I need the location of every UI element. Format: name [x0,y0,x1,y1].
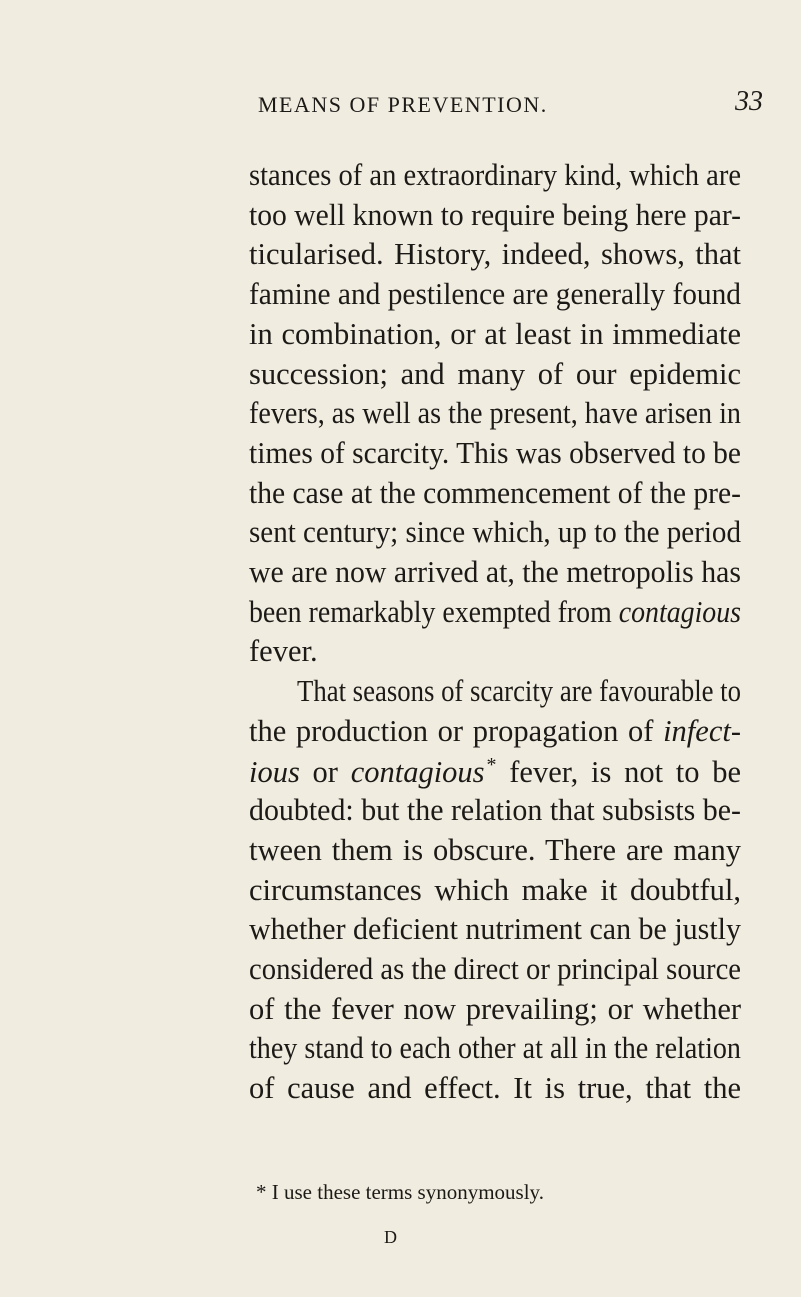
line-text: they stand to each other at all in the relation [249,1031,741,1066]
line-content [249,158,741,193]
line-content [249,515,741,550]
line-text: considered as the direct or principal source [249,952,742,986]
italic-term: contagious [350,754,485,789]
line-content [249,476,741,511]
line-text: of cause and effect. It is true, that the [249,1071,741,1106]
line-content [249,714,741,749]
italic-term: contagious [618,594,742,629]
text-line [249,158,775,193]
line-text: stances of an extraordinary kind, which are [249,158,741,192]
text-line [249,833,741,868]
line-text: circumstances which make it doubtful, [249,872,741,907]
text-line [249,992,741,1027]
line-content [249,1071,741,1106]
footnote-marker: * [486,753,497,776]
line-content [249,873,741,908]
line-content [249,912,741,947]
line-content [249,952,741,987]
line-content [249,277,741,312]
line-text: too well known to require being here par- [249,197,742,232]
text-line [249,436,758,471]
text-line [249,237,741,272]
line-content [249,198,741,233]
page-number: 33 [735,86,763,117]
text-line [249,317,741,352]
line-content [249,634,318,669]
line-text: ticularised. History, indeed, shows, that [249,237,742,272]
italic-term: ious [249,754,300,789]
text-line [249,952,772,987]
line-text: succession; and many of our epidemic [249,356,741,391]
text-line [249,793,750,828]
line-content [249,833,741,868]
text-line [249,873,741,908]
line-text: times of scarcity. This was observed to be [249,435,742,470]
line-text: we are now arrived at, the metropolis has [249,555,742,589]
line-text: doubted: but the relation that subsists be- [249,793,742,828]
text-line [249,396,783,431]
text-line [249,277,760,312]
line-content [297,674,741,709]
line-text: the case at the commencement of the pre- [249,475,741,510]
line-text: sent century; since which, up to the period [249,515,741,550]
footnote: * I use these terms synonymously. [256,1180,544,1204]
line-content [249,754,741,790]
text-line [249,595,788,630]
text-line [297,674,801,709]
line-text: fever, is not to be [496,754,741,789]
line-text: fevers, as well as the present, have arisen in [249,396,741,431]
running-head: MEANS OF PREVENTION. [258,92,548,117]
line-content [249,992,741,1027]
line-text: been remarkably exempted from [249,594,619,629]
text-line [249,714,741,749]
line-content [249,793,741,828]
signature-mark: D [384,1227,397,1247]
line-content [249,436,741,471]
line-content [249,317,741,352]
line-text: the production or propagation of [249,713,664,748]
text-line [249,198,756,233]
text-line [249,1031,783,1066]
text-line [249,357,741,392]
line-content [249,237,741,272]
line-text: famine and pestilence are generally found [249,277,742,312]
line-content [249,357,741,392]
line-text: That seasons of scarcity are favourable to [297,674,741,709]
line-content [249,555,741,590]
text-line [249,634,318,669]
line-text: of the fever now prevailing; or whether [249,991,742,1026]
line-text: in combination, or at least in immediate [249,316,741,351]
line-text: whether deficient nutriment can be justly [249,912,741,947]
line-text: or [299,754,351,789]
text-line [249,1071,741,1106]
line-content [249,1031,741,1066]
text-line [249,515,766,550]
line-text: fever. [249,634,318,669]
line-content [249,396,741,431]
line-text: tween them is obscure. There are many [249,832,741,867]
italic-term: infect- [663,713,741,748]
text-line [249,754,741,790]
text-line [249,476,756,511]
text-line [249,555,752,590]
line-content [249,595,741,630]
text-line [249,912,750,947]
